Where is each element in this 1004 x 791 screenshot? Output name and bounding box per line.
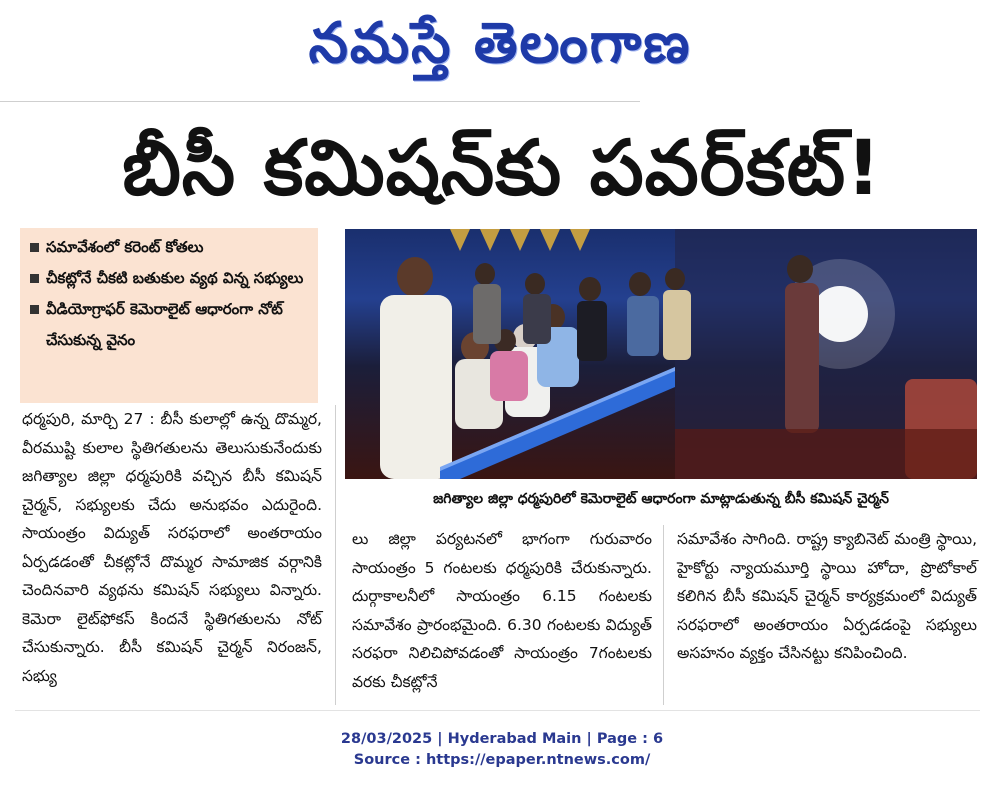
article-column-3: సమావేశం సాగింది. రాష్ట్ర క్యాబినెట్ మంత్రి స్థాయి, హైకోర్టు న్యాయమూర్తి స్థాయి హోదా, ప్రొటోకాల్ కలిగిన బీసీ కమిషన్ చైర్మన్ కార్యక్రమంలో విద్యుత్ సరఫరాలో అంతరాయం ఏర్పడడంపై సభ్యులు అసహనం వ్యక్తం చేసినట్టు కనిపించింది.: [677, 530, 977, 662]
article-column-1: ధర్మపురి, మార్చి 27 : బీసీ కులాల్లో ఉన్న దొమ్మర, వీరముష్టి కులాల స్థితిగతులను తెలుసుకునేందుకు జగిత్యాల జిల్లా ధర్మపురికి వచ్చిన బీసీ కమిషన్ చైర్మన్, సభ్యులకు చేదు అనుభవం ఎదురైంది. సాయంత్రం విద్యుత్ సరఫరాలో అంతరాయం ఏర్పడడంతో చీకట్లోనే దొమ్మర సామాజిక వర్గానికి చెందినవారి వ్యథను కమిషన్ సభ్యులు విన్నారు. కెమెరా లైట్‌ఫోకస్ కిందనే స్థితిగతులను నోట్ చేసుకున్నారు. బీసీ కమిషన్ చైర్మన్ నిరంజన్, సభ్యు: [22, 410, 322, 685]
highlight-text: వీడియోగ్రాఫర్ కెమెరాలైట్ ఆధారంగా నోట్ చేసుకున్న వైనం: [46, 300, 283, 349]
column-divider: [663, 525, 664, 705]
highlight-text: సమావేశంలో కరెంట్ కోతలు: [46, 238, 204, 256]
newspaper-logo: నమస్తే తెలంగాణ: [308, 11, 692, 76]
article-column-2: లు జిల్లా పర్యటనలో భాగంగా గురువారం సాయంత్రం 5 గంటలకు ధర్మపురికి చేరుకున్నారు. దుర్గాకాలనీలో సాయంత్రం 6.15 గంటలకు సమావేశం ప్రారంభమైంది. 6.30 గంటలకు విద్యుత్ సరఫరా నిలిచిపోవడంతో సాయంత్రం 7గంటలకు వరకు చీకట్లోనే: [352, 530, 652, 691]
headline: బీసీ కమిషన్‌కు పవర్‌కట్!: [122, 123, 882, 212]
edition-info: 28/03/2025 | Hyderabad Main | Page : 6: [340, 731, 664, 747]
page-footer: [0, 729, 1004, 771]
highlight-item: [20, 263, 318, 294]
news-photo: [345, 229, 977, 479]
square-bullet-icon: [30, 274, 39, 283]
source-link[interactable]: Source : https://epaper.ntnews.com/: [353, 752, 651, 768]
masthead-divider: [0, 101, 640, 102]
page-bottom-divider: [15, 710, 980, 711]
highlight-text: చీకట్లోనే చీకటి బతుకుల వ్యథ విన్న సభ్యులు: [46, 269, 304, 287]
square-bullet-icon: [30, 243, 39, 252]
column-divider: [335, 405, 336, 705]
square-bullet-icon: [30, 305, 39, 314]
photo-caption: జగిత్యాల జిల్లా ధర్మపురిలో కెమెరాలైట్ ఆధారంగా మాట్లాడుతున్న బీసీ కమిషన్ చైర్మన్: [433, 491, 889, 507]
highlights-box: [20, 228, 318, 403]
masthead: [0, 0, 1004, 100]
meeting-photo-illustration: [345, 229, 977, 479]
highlight-item: [20, 232, 318, 263]
highlight-item: [20, 294, 318, 356]
